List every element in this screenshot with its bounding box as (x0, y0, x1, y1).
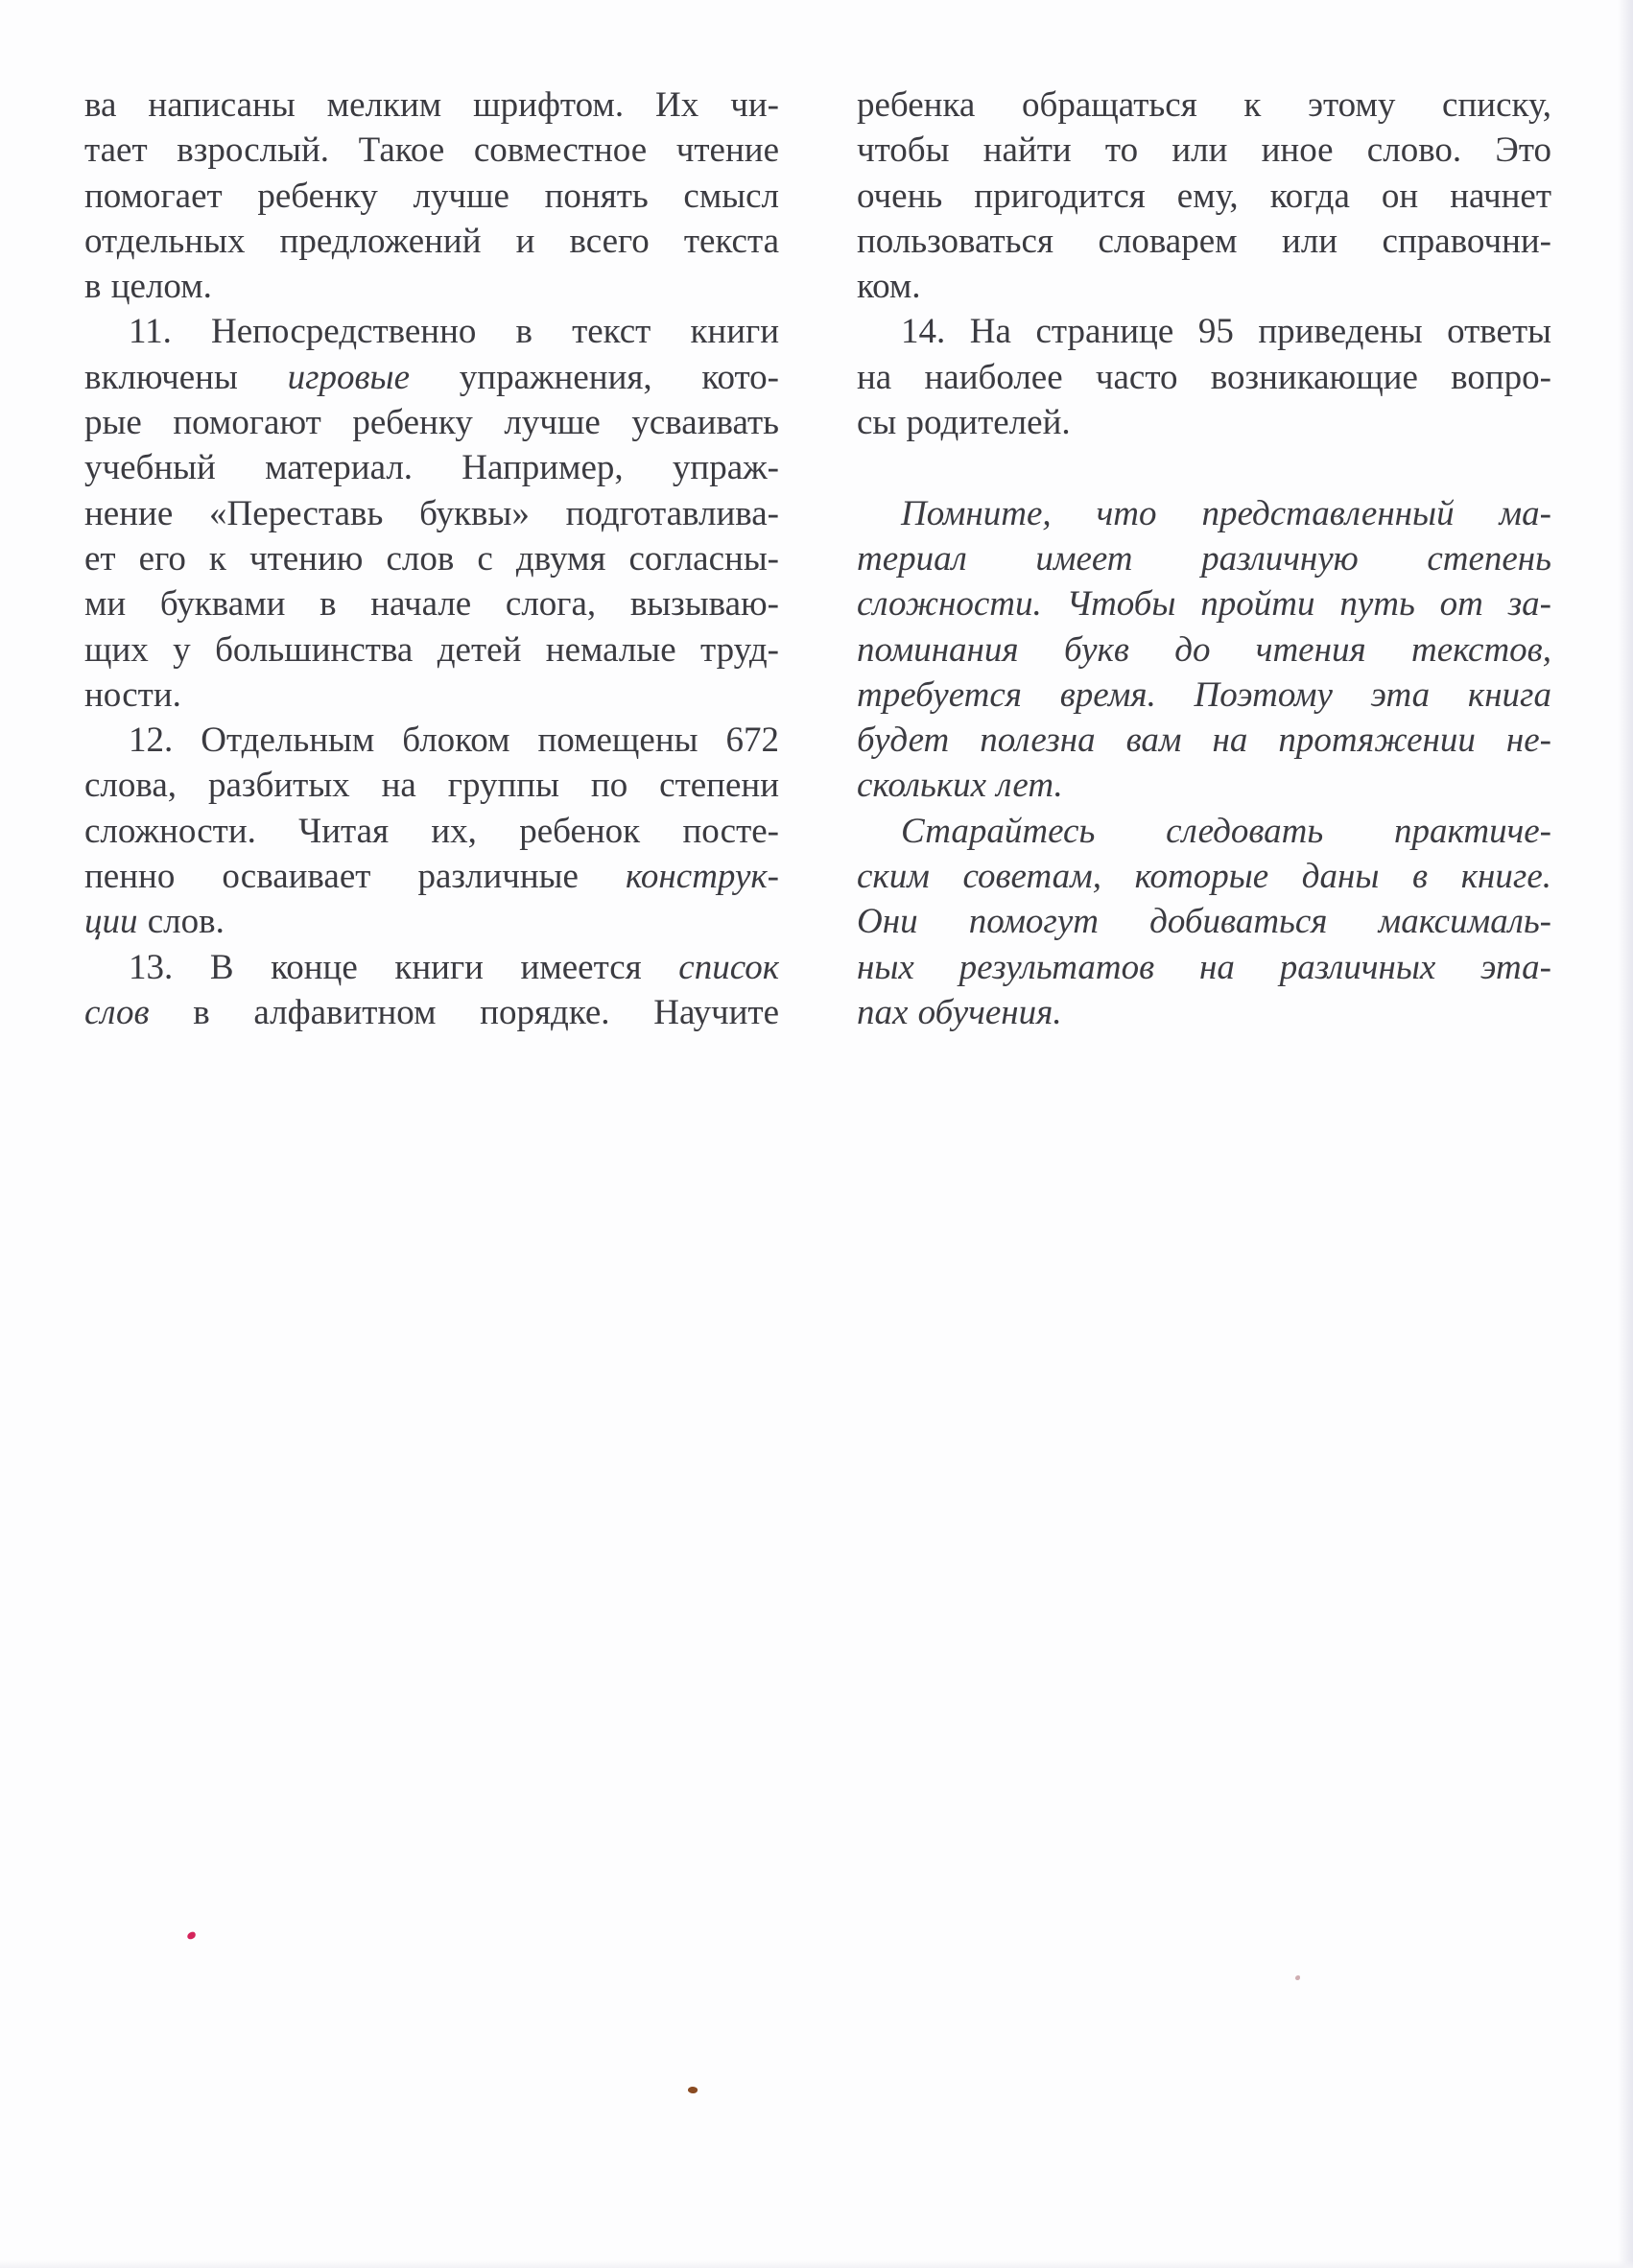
italic-text-segment: пах обучения. (857, 992, 1062, 1032)
text-line (84, 990, 779, 1035)
italic-text-segment: Старайтесь следовать практиче- (901, 811, 1551, 851)
red-ink-speck (186, 1931, 197, 1941)
text-segment: ет его к чтению слов с двумя согласны- (84, 538, 779, 579)
text-line (857, 809, 1551, 854)
text-segment: ми буквами в начале слога, вызываю- (84, 584, 779, 625)
brown-ink-speck (687, 2086, 698, 2094)
page-right-edge-shadow (1618, 0, 1633, 2268)
text-line (84, 309, 779, 354)
text-segment: ком. (857, 267, 921, 307)
text-segment: учебный материал. Например, упраж- (84, 448, 779, 488)
italic-text-segment: Они помогут добиваться максималь- (857, 902, 1551, 942)
text-line (857, 355, 1551, 400)
text-segment: тает взрослый. Такое совместное чтение (84, 130, 779, 171)
text-line (857, 400, 1551, 445)
text-segment: 12. Отдельным блоком помещены 672 (129, 721, 779, 761)
text-line (857, 581, 1551, 626)
blank-line (857, 445, 1551, 490)
text-line (857, 536, 1551, 581)
text-line (84, 581, 779, 626)
text-segment: сложности. Читая их, ребенок посте- (84, 811, 779, 851)
text-segment: слова, разбитых на группы по степени (84, 766, 779, 806)
text-segment: включены (84, 357, 288, 397)
text-line (84, 219, 779, 264)
text-line (857, 491, 1551, 536)
italic-text-segment: ции (84, 902, 138, 942)
text-line (84, 673, 779, 718)
text-line (857, 83, 1551, 128)
italic-text-segment: поминания букв до чтения текстов, (857, 629, 1551, 670)
text-segment: ности. (84, 674, 181, 715)
text-segment: 11. Непосредственно в текст книги (129, 312, 779, 352)
text-line (84, 174, 779, 219)
italic-text-segment: ским советам, которые даны в книге. (857, 857, 1551, 897)
text-segment: отдельных предложений и всего текста (84, 221, 779, 261)
italic-text-segment: териал имеет различную степень (857, 538, 1551, 579)
italic-text-segment: ных результатов на различных эта- (857, 947, 1551, 987)
text-line (857, 309, 1551, 354)
text-segment: в алфавитном порядке. Научите (149, 992, 779, 1032)
text-segment: щих у большинства детей немалые труд- (84, 629, 779, 670)
text-segment: помогает ребенку лучше понять смысл (84, 176, 779, 216)
italic-text-segment: Помните, что представленный ма- (901, 493, 1551, 533)
faint-red-speck (1295, 1975, 1300, 1980)
italic-text-segment: требуется время. Поэтому эта книга (857, 674, 1551, 715)
text-line (84, 491, 779, 536)
italic-text-segment: слов (84, 992, 150, 1032)
text-line (84, 945, 779, 990)
italic-text-segment: будет полезна вам на протяжении не- (857, 721, 1551, 761)
italic-text-segment: сложности. Чтобы пройти путь от за- (857, 584, 1551, 625)
italic-text-segment: скольких лет. (857, 766, 1063, 806)
text-line (857, 763, 1551, 808)
text-segment: чтобы найти то или иное слово. Это (857, 130, 1551, 171)
text-line (857, 264, 1551, 309)
right-text-column (857, 83, 1551, 1035)
left-text-column (84, 83, 779, 1035)
text-line (857, 627, 1551, 673)
text-line (84, 718, 779, 763)
text-line (84, 536, 779, 581)
text-segment: на наиболее часто возникающие вопро- (857, 357, 1551, 397)
text-line (84, 445, 779, 490)
text-segment: очень пригодится ему, когда он начнет (857, 176, 1551, 216)
text-line (84, 627, 779, 673)
text-line (857, 673, 1551, 718)
page-bottom-edge-shadow (0, 2260, 1633, 2268)
text-line (857, 174, 1551, 219)
text-segment: ва написаны мелким шрифтом. Их чи- (84, 85, 779, 125)
text-line (84, 809, 779, 854)
italic-text-segment: список (678, 947, 779, 987)
text-line (857, 945, 1551, 990)
text-segment: слов. (137, 902, 225, 942)
text-segment: пенно осваивает различные (84, 857, 627, 897)
text-line (857, 854, 1551, 899)
text-line (84, 854, 779, 899)
italic-text-segment: игровые (287, 357, 411, 397)
text-line (857, 718, 1551, 763)
text-segment: пользоваться словарем или справочни- (857, 221, 1551, 261)
text-line (857, 990, 1551, 1035)
text-line (84, 763, 779, 808)
text-line (84, 83, 779, 128)
text-line (857, 128, 1551, 173)
text-line (84, 128, 779, 173)
text-segment: 13. В конце книги имеется (129, 947, 679, 987)
text-line (857, 219, 1551, 264)
text-line (84, 355, 779, 400)
text-line (84, 400, 779, 445)
text-segment: упражнения, кото- (410, 357, 779, 397)
text-segment: 14. На странице 95 приведены ответы (901, 312, 1551, 352)
text-line (857, 899, 1551, 944)
italic-text-segment: конструк- (626, 857, 779, 897)
text-segment: сы родителей. (857, 403, 1071, 443)
text-segment: нение «Переставь буквы» подготавлива- (84, 493, 779, 533)
text-line (84, 899, 779, 944)
text-segment: рые помогают ребенку лучше усваивать (84, 403, 779, 443)
text-line (84, 264, 779, 309)
text-segment: ребенка обращаться к этому списку, (857, 85, 1551, 125)
text-segment: в целом. (84, 267, 212, 307)
